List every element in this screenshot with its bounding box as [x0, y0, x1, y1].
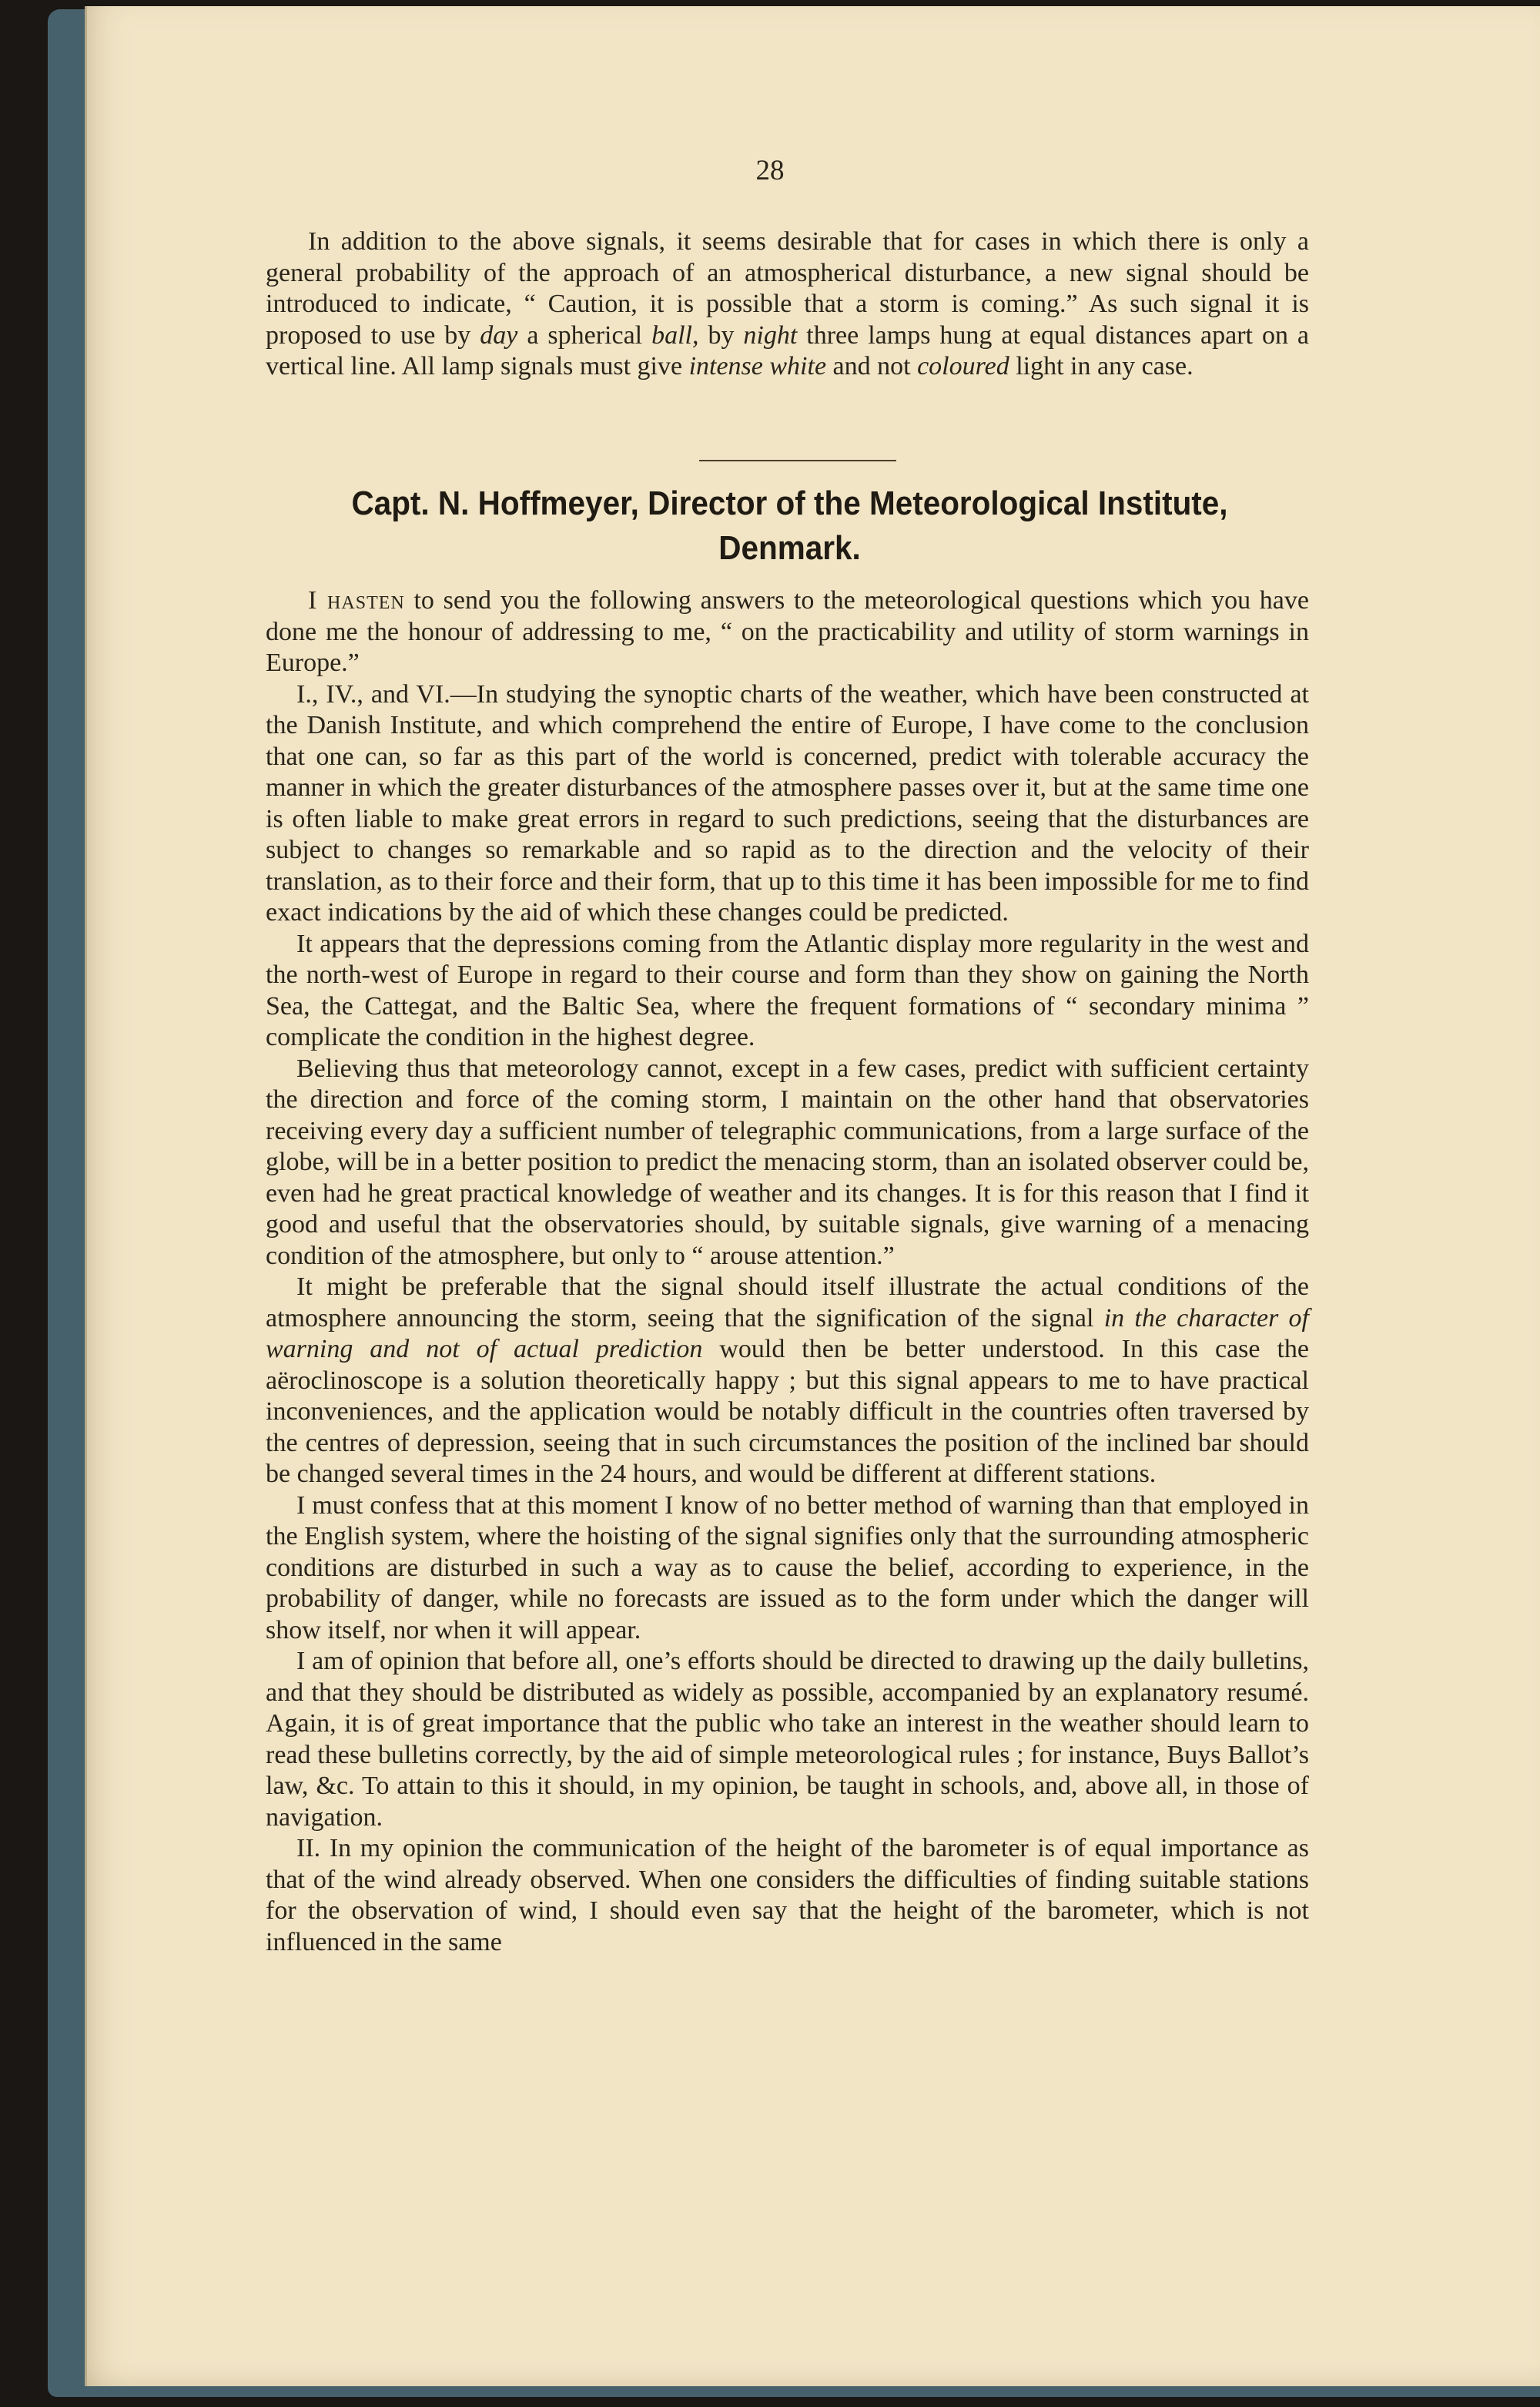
small-caps-lead: I hasten — [308, 586, 405, 615]
paragraph-5 — [266, 1272, 1309, 1490]
section-heading: Capt. N. Hoffmeyer, Director of the Meteorological Institute, Denmark. — [351, 484, 1228, 567]
paragraph-6: I must confess that at this moment I know of no better method of warning than that employed in the English system, where the hoisting of the signal signifies only that the surrounding atmospheric conditions are disturbed in such a way as to cause the belief, according to experience, in the probability of danger, while no forecasts are issued as to the form under which the danger will show itself, nor when it will appear. — [266, 1490, 1309, 1644]
paragraph-1-text: to send you the following answers to the meteorological questions which you have done me the honour of addressing to me, “ on the practicability and utility of storm warnings in Europe.” — [266, 586, 1309, 677]
paragraph-5-text: would then be better understood. In this case the aëroclinoscope is a solution theoretically happy ; but this signal appears to me to have practical inconveniences, and the application would be notably difficult in the countries often traversed by the centres of depression, seeing that in such circumstances the position of the inclined bar should be changed several times in the 24 hours, and would be different at different stations. — [266, 1335, 1309, 1488]
page-number: 28 — [755, 155, 785, 186]
intro-paragraph — [266, 226, 1309, 383]
emphasis-intense-white: intense white — [688, 352, 827, 380]
section-divider — [699, 460, 896, 461]
emphasis-ball: ball, — [651, 320, 699, 350]
paragraph-4: Believing thus that meteorology cannot, except in a few cases, predict with sufficient certainty the direction and force of the coming storm, I maintain on the other hand that observatories receiving every day a sufficient number of telegraphic communications, from a large surface of the globe, will be in a better position to predict the menacing storm, than an isolated observer could be, even had he great practical knowledge of weather and its changes. It is for this reason that I find it good and useful that the observatories should, by suitable signals, give warning of a menacing condition of the atmosphere, but only to “ arouse attention.” — [266, 1054, 1309, 1270]
intro-text-part: In addition to the above signals, it seems desirable that for cases in which there is only a general probability of the approach of an atmospherical disturbance, a new signal should be introduced to indicate, “ Caution, it is possible that a storm is coming.” As such signal it is proposed to use by — [266, 227, 1309, 350]
paragraph-7: I am of opinion that before all, one’s efforts should be directed to drawing up the daily bulletins, and that they should be distributed as widely as possible, accompanied by an explanatory resumé. Again, it is of great importance that the public who take an interest in the weather should learn to read these bulletins correctly, by the aid of simple meteorological rules ; for instance, Buys Ballot’s law, &c. To attain to this it should, in my opinion, be taught in schools, and, above all, in those of navigation. — [266, 1647, 1309, 1832]
intro-text — [266, 226, 1309, 383]
emphasis-day: day — [480, 320, 518, 350]
intro-text-part: three lamps hung at equal distances apart on a vertical line. All lamp signals must give — [266, 320, 1310, 380]
intro-text-part: a spherical — [517, 320, 652, 350]
letter-body — [266, 585, 1309, 1958]
paragraph-8: II. In my opinion the communication of the height of the barometer is of equal importance as that of the wind already observed. When one considers the difficulties of finding suitable stations for the observation of wind, I should even say that the height of the barometer, which is not influenced in the same — [266, 1834, 1309, 1956]
emphasis-night: night — [743, 320, 798, 350]
paragraph-5-text: It might be preferable that the signal should itself illustrate the actual conditions of the atmosphere announcing the storm, seeing that the signification of the signal — [266, 1272, 1309, 1333]
emphasis-coloured: coloured — [917, 352, 1009, 380]
paragraph-2: I., IV., and VI.—In studying the synoptic charts of the weather, which have been constructed at the Danish Institute, and which comprehend the entire of Europe, I have come to the conclusion that one can, so far as this part of the world is concerned, predict with tolerable accuracy the manner in which the greater disturbances of the atmosphere passes over it, but at the same time one is often liable to make great errors in regard to such predictions, seeing that the disturbances are subject to changes so remarkable and so rapid as to the direction and the velocity of their translation, as to their force and their form, that up to this time it has been impossible for me to find exact indications by the aid of which these changes could be predicted. — [266, 679, 1309, 927]
intro-text-part: by — [698, 320, 744, 350]
paragraph-1 — [266, 585, 1309, 679]
emphasis-warning: in the character of warning and not of actual prediction — [266, 1303, 1309, 1363]
intro-text-part: and not — [826, 352, 918, 380]
intro-text-part: light in any case. — [1009, 352, 1194, 380]
paragraph-3: It appears that the depressions coming from the Atlantic display more regularity in the west and the north-west of Europe in regard to their course and form than they show on gaining the North Sea, the Cattegat, and the Baltic Sea, where the frequent formations of “ secondary minima ” complicate the condition in the highest degree. — [266, 929, 1309, 1051]
